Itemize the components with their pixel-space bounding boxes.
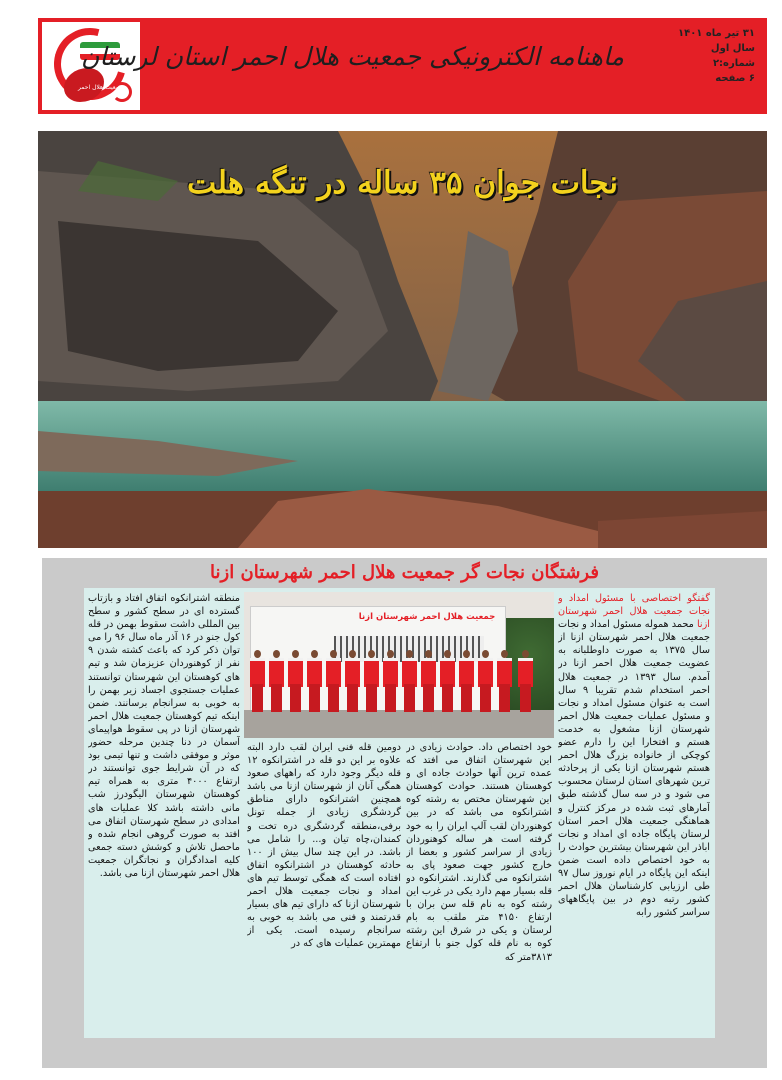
article-column-4: منطقه اشترانکوه اتفاق افتاد و بازتاب گسترده ای در سطح کشور و سطح بین المللی داشت سقوط بهمن در قله کول جنو در ۱۶ آذر ماه سال ۹۶ را می توان ذکر کرد که باعث کشته شدن ۹ نفر از کوهنوردان عزیزمان شد و تیم های کوهستان این شهرستان توانستند عملیات جستجوی اجساد زیر بهمن را به خوبی به سرانجام برسانند. ضمن اینکه تیم کوهستان جمعیت هلال احمر شهرستان ازنا در پی سقوط هواپیمای آسمان در دنا چندین مرحله حضور موثر و موفقی داشت و تنها تیمی بود که در آن شرایط جوی توانستند در ارتفاع ۴۰۰۰ متری به همراه تیم کوهستان شهرستان الیگودرز شب مانی داشته باشد کلا عملیات های امدادی در سطح شهرستان اتفاق می افتد به صورت گروهی انجام شده و ماحصل تلاش و کوشش دسته جمعی کلیه امدادگران و نجاتگران جمعیت هلال احمر شهرستان ازنا می باشد.	[88, 593, 240, 879]
rescuer	[269, 650, 284, 712]
interview-lead: گفتگو اختصاصی با مسئول امداد و نجات جمعیت هلال احمر شهرستان ازنا	[558, 593, 710, 631]
masthead	[38, 18, 767, 114]
newsletter-title: ماهنامه الکترونیکی جمعیت هلال احمر استان لرستان	[80, 42, 624, 71]
rescuer	[345, 650, 360, 712]
logo-text: جمعیت هلال احمر	[78, 84, 123, 91]
rescuer	[250, 650, 265, 712]
issue-date: ۳۱ تیر ماه ۱۴۰۱	[678, 28, 755, 39]
issue-info	[645, 26, 755, 86]
rescuer	[459, 650, 474, 712]
rescuer	[497, 650, 512, 712]
article-column-3: دومین قله فنی ایران لقب دارد البته علاوه بر این دو قله در اشترانکوه ۱۲ قله دیگر وجود دارد که راههای صعود همگی آنان از شهرستان ازنا می باشد همچنین اشترانکوه دارای مناطق گردشگری زیادی از جمله تونل برفی،منطقه گردشگری دره تخت و کمندان،چاه تیان و... را شامل می باشد. در این چند سال بیش از ۱۰۰ حادثه کوهستان در اشترانکوه اتفاق افتاده است که همگی توسط تیم های امداد و نجات جمعیت هلال احمر شهرستان ازنا که دارای تیم های بسیار قدرتمند و فنی می باشد به خوبی به سرانجام رسیده است. یکی از مهمترین عملیات های که در	[247, 742, 401, 950]
rescuer	[440, 650, 455, 712]
article-column-2: خود اختصاص داد. حوادث زیادی در این شهرستان اتفاق می افتد که عمده ترین آنها حوادث جاده ای و کوهستان هستند. حوادث کوهستان این شهرستان مختص به رشته کوه اشترانکوه می باشد که در بین کوهنوردان لقب آلپ ایران را به خود گرفته است هر ساله کوهنوردان زیادی از سراسر کشور و بعضا از خارج کشور جهت صعود پای به اشترانکوه می گذارند. اشترانکوه دو قله بسیار مهم دارد یکی در غرب این رشته کوه به نام قله سن بران با ارتفاع ۴۱۵۰ متر ملقب به بام لرستان و یکی در شرق این رشته کوه به نام قله کول جنو با ارتفاع ۳۸۱۳متر که	[406, 742, 552, 963]
rescuer	[402, 650, 417, 712]
issue-number: شماره:۲	[712, 58, 755, 69]
ground	[244, 710, 554, 738]
building-sign: جمعیت هلال احمر شهرستان ازنا	[358, 612, 496, 622]
team-photo	[244, 592, 554, 738]
article-subhead: فرشتگان نجات گر جمعیت هلال احمر شهرستان ازنا	[210, 562, 599, 583]
rescuer	[288, 650, 303, 712]
rescuer	[307, 650, 322, 712]
rescuer	[326, 650, 341, 712]
rescuer	[478, 650, 493, 712]
issue-year: سال اول	[710, 43, 755, 54]
page-count: ۶ صفحه	[715, 73, 755, 84]
rescuer	[518, 650, 533, 712]
article-column-1	[558, 592, 710, 1034]
column-1-text: محمد همولە مسئول امداد و نجات جمعیت هلال احمر شهرستان ازنا از سال ۱۳۷۵ به صورت داوطلبانه به عضویت جمعیت هلال احمر ازنا در آمدم. سال ۱۳۹۳ در جمعیت هلال احمر استخدام شدم تقریبا ۹ سال است به عنوان مسئول امداد و نجات و مسئول عملیات جمعیت هلال احمر شهرستان ازنا مشغول به خدمت هستم و افتخارا این را دارم عضو کوچکی از خانواده بزرگ هلال احمر هستم شهرستان ازنا یکی از پرحادثه ترین شهرهای استان لرستان محسوب می شود و در سه سال گذشته طبق آمارهای ثبت شده در مرکز کنترل و هماهنگی جمعیت هلال احمر استان لرستان پایگاه جاده ای امداد و نجات اباذر این شهرستان بیشترین حوادث را به خود اختصاص داده است ضمن اینکه این پایگاه در ایام نوروز سال ۹۷ طی ارزیابی کارشناسان هلال احمر کشور رتبه دوم در بین پایگاههای سراسر کشور رابه	[558, 619, 710, 919]
rescuer	[364, 650, 379, 712]
rescuer	[383, 650, 398, 712]
rescuer	[421, 650, 436, 712]
hero-headline: نجات جوان ۳۵ ساله در تنگه هلت	[187, 165, 618, 201]
